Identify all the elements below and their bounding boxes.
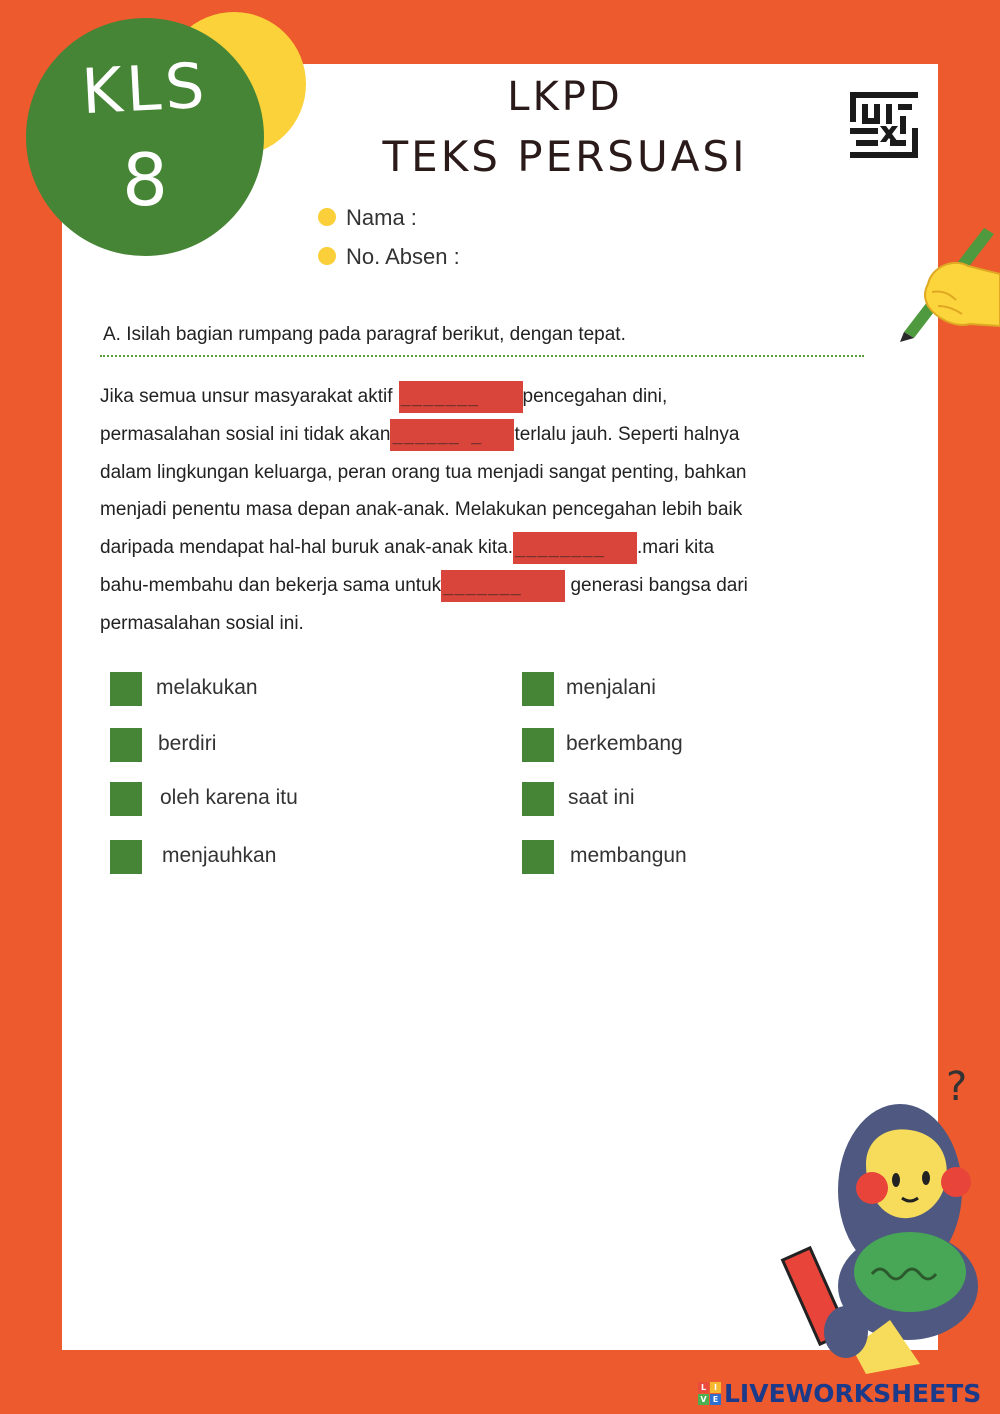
absen-field — [318, 244, 460, 270]
option-label: berdiri — [158, 732, 217, 755]
passage-text: pencegahan dini, — [522, 386, 668, 407]
passage-text: generasi bangsa dari — [570, 574, 748, 596]
option-label: berkembang — [566, 732, 683, 755]
passage-text: menjadi penentu masa depan anak-anak. Melakukan pencegahan lebih baik — [100, 499, 743, 521]
option-checkbox[interactable] — [110, 672, 142, 706]
liveworksheets-logo-icon: L I V E — [698, 1382, 721, 1405]
option-label: oleh karena itu — [160, 786, 298, 809]
class-badge — [26, 18, 264, 256]
option-checkbox[interactable] — [522, 782, 554, 816]
passage-text: terlalu jauh. Seperti halnya — [514, 423, 740, 445]
option-checkbox[interactable] — [110, 782, 142, 816]
passage-text: permasalahan sosial ini. — [100, 612, 304, 634]
passage-text: bahu-membahu dan bekerja sama untuk — [100, 574, 442, 596]
bullet-icon — [318, 208, 336, 226]
class-badge-label: KLS — [79, 48, 211, 129]
passage-text: Jika semua unsur masyarakat aktif — [100, 386, 393, 407]
passage-text: dalam lingkungan keluarga, peran orang tua menjadi sangat penting, bahkan — [100, 461, 747, 483]
option-checkbox[interactable] — [110, 840, 142, 874]
option-checkbox[interactable] — [522, 672, 554, 706]
dotted-divider — [100, 355, 864, 357]
instruction-text: A. Isilah bagian rumpang pada paragraf berikut, dengan tepat. — [103, 324, 626, 345]
question-mark-text: ? — [946, 1064, 968, 1110]
passage-text: daripada mendapat hal-hal buruk anak-anak kita. — [100, 537, 513, 559]
blank-drop-zone-4[interactable]: _______ — [441, 570, 565, 602]
bullet-icon — [318, 247, 336, 265]
brand-text: LIVEWORKSHEETS — [724, 1378, 982, 1408]
passage-paragraph — [100, 378, 900, 643]
option-label: melakukan — [156, 676, 258, 699]
kufic-ornament-icon — [850, 92, 918, 158]
sloth-character-illustration — [770, 1060, 1000, 1390]
option-checkbox[interactable] — [522, 840, 554, 874]
name-field — [318, 205, 417, 231]
class-badge-number: 8 — [122, 138, 168, 222]
page-subtitle: TEKS PERSUASI — [382, 132, 748, 181]
name-label: Nama : — [346, 205, 417, 230]
absen-label: No. Absen : — [346, 244, 460, 269]
page-title: LKPD — [507, 74, 623, 120]
option-checkbox[interactable] — [110, 728, 142, 762]
blank-drop-zone-3[interactable]: ________ — [513, 532, 637, 564]
option-label: membangun — [570, 844, 687, 867]
passage-text: .mari kita — [637, 537, 715, 559]
option-label: menjalani — [566, 676, 656, 699]
passage-text: permasalahan sosial ini tidak akan — [100, 423, 391, 445]
option-checkbox[interactable] — [522, 728, 554, 762]
hand-pencil-icon — [898, 222, 1000, 342]
blank-drop-zone-2[interactable]: ______ _ — [390, 419, 514, 451]
option-label: menjauhkan — [162, 844, 277, 867]
liveworksheets-brand[interactable] — [698, 1378, 981, 1408]
option-label: saat ini — [568, 786, 635, 809]
blank-drop-zone-1[interactable]: _______ — [399, 381, 523, 413]
